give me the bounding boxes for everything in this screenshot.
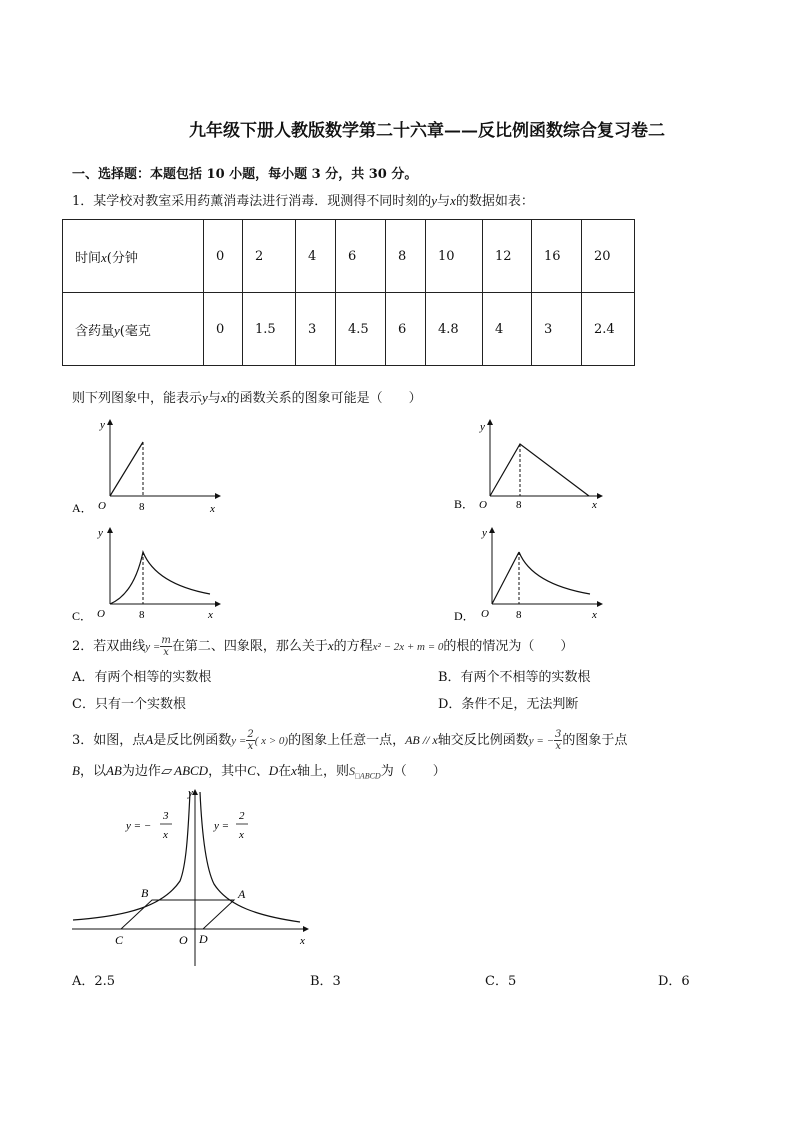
table-cell: 4 [483, 293, 532, 366]
point-b-label: B [141, 886, 149, 900]
q1-ask-var-y: y [202, 390, 208, 405]
graph-line [490, 444, 589, 496]
q3-line2-part2: 为边作 [121, 764, 161, 779]
axis-y-label: y [480, 421, 485, 433]
table-cell: 4.5 [336, 293, 386, 366]
table-cell: 0 [204, 293, 243, 366]
q3-f2-lhs: y = − [528, 735, 554, 747]
origin-label: O [481, 608, 489, 620]
q3-point-a: A [145, 732, 154, 747]
q3-f1-den: x [247, 741, 254, 752]
axis-y-label: y [482, 527, 487, 539]
row2-unit: (毫克 [119, 323, 151, 339]
origin-label: O [479, 499, 487, 511]
q3-stem-part5: 的图象于点 [562, 733, 628, 748]
q1-graph-b [452, 412, 612, 517]
row2-label: 含药量 [75, 323, 115, 339]
table-cell: 8 [386, 220, 426, 293]
q3-stem-line2 [72, 762, 446, 786]
table-cell: 4 [296, 220, 336, 293]
q3-line2-cd: C、D [247, 763, 279, 778]
point-c-label: C [115, 933, 124, 947]
q2-option-b: B．有两个不相等的实数根 [438, 670, 591, 685]
table-row-header [63, 220, 204, 293]
option-label-b: B． [454, 497, 475, 511]
table-row-time [63, 220, 635, 293]
q3-option-c: C．5 [485, 974, 517, 989]
q1-ask-end: 的函数关系的图象可能是（ ） [226, 391, 422, 406]
q2-frac-num: m [161, 635, 171, 646]
origin-label: O [98, 500, 106, 512]
q3-stem-part2: 是反比例函数 [153, 733, 232, 748]
page-title: 九年级下册人教版数学第二十六章——反比例函数综合复习卷二 [189, 121, 665, 141]
origin-label: O [179, 933, 188, 947]
table-cell: 3 [296, 293, 336, 366]
point-a-label: A [238, 887, 246, 901]
q3-stem-part3: 的图象上任意一点， [288, 733, 406, 748]
axis-x-label: x [300, 935, 305, 947]
q2-frac-den: x [163, 647, 169, 658]
q2-stem-end: 的根的情况为（ ） [443, 639, 574, 654]
q1-graph-a [70, 412, 230, 517]
table-cell: 2.4 [582, 293, 635, 366]
option-label-c: C． [72, 609, 93, 623]
q1-ask-var-x: x [220, 390, 227, 405]
curve-right [200, 792, 300, 922]
q3-option-b: B．3 [310, 974, 341, 989]
tick-label: 8 [516, 609, 522, 621]
q3-stem-part: 3．如图，点 [72, 733, 146, 748]
q3-line2-part4: 在 [278, 764, 292, 779]
option-label-d: D． [454, 609, 475, 623]
curve-left-lhs: y = − [126, 820, 152, 832]
q3-f2-den: x [555, 741, 561, 752]
table-cell: 4.8 [426, 293, 483, 366]
table-cell: 16 [532, 220, 582, 293]
row1-label: 时间 [75, 250, 102, 266]
q2-stem [72, 633, 573, 660]
tick-label: 8 [516, 499, 522, 511]
q3-option-a: A．2.5 [72, 974, 116, 989]
q3-line2-abcd: ▱ ABCD [160, 763, 209, 778]
parallelogram [121, 900, 234, 929]
q1-var-x: x [450, 193, 456, 208]
table-cell: 6 [386, 293, 426, 366]
q2-equation: x² − 2x + m = 0 [372, 641, 444, 653]
curve-left [73, 792, 190, 920]
q2-stem-part: 2．若双曲线 [72, 639, 146, 654]
q1-var-y: y [431, 193, 438, 208]
q3-f1-num: 2 [247, 729, 254, 740]
q3-line2-x: x [291, 763, 297, 778]
origin-label: O [97, 608, 105, 620]
option-label-a: A． [72, 501, 93, 515]
section-heading: 一、选择题：本题包括 10 小题，每小题 3 分，共 30 分。 [72, 167, 418, 182]
graph-curve [519, 552, 590, 594]
q2-eq-lhs: y = [145, 641, 161, 653]
q1-ask [72, 389, 422, 408]
q2-option-d: D．条件不足，无法判断 [438, 697, 579, 712]
q2-option-c: C．只有一个实数根 [72, 697, 186, 712]
table-cell: 0 [204, 220, 243, 293]
curve-right-den: x [239, 829, 244, 841]
axis-x-label: x [208, 609, 213, 621]
q3-f1-cond: ( x > 0) [254, 735, 289, 747]
table-cell: 10 [426, 220, 483, 293]
q3-line2-end: 为（ ） [380, 764, 446, 779]
axis-x-label: x [210, 503, 215, 515]
table-cell: 2 [243, 220, 296, 293]
q3-line2-part5: 轴上，则 [296, 764, 349, 779]
q1-stem-part: 1．某学校对教室采用药薰消毒法进行消毒．现测得不同时刻的 [72, 194, 432, 209]
q3-f2-num: 3 [555, 729, 562, 740]
q2-stem-part2: 在第二、四象限，那么关于 [171, 639, 328, 654]
q3-f1-lhs: y = [231, 735, 247, 747]
row2-var: y [114, 322, 120, 338]
q1-and: 与 [437, 194, 451, 209]
q2-var-x: x [327, 638, 334, 653]
q1-ask-and: 与 [207, 391, 221, 406]
tick-label: 8 [139, 609, 145, 621]
q3-line2-s: S [348, 764, 355, 778]
q3-stem-part4: 轴交反比例函数 [437, 733, 529, 748]
graph-line [492, 552, 519, 604]
table-cell: 12 [483, 220, 532, 293]
curve-right-lhs: y = [214, 820, 230, 832]
q1-stem-end: 的数据如表： [455, 194, 534, 209]
curve-right-num: 2 [239, 810, 245, 822]
q3-ab-parallel: AB // x [405, 733, 438, 747]
axis-y-label: y [188, 787, 193, 799]
axis-x-label: x [592, 499, 597, 511]
q3-option-d: D．6 [658, 974, 690, 989]
q3-f1-fraction [246, 729, 254, 752]
table-cell: 1.5 [243, 293, 296, 366]
graph-curve [110, 552, 210, 604]
q3-line2-sub: □ABCD [354, 771, 381, 781]
curve-left-num: 3 [163, 810, 169, 822]
q3-line2-part: ，以 [79, 764, 106, 779]
tick-label: 8 [139, 501, 145, 513]
q3-line2-ab: AB [105, 763, 122, 778]
row1-unit: (分钟 [106, 250, 138, 266]
q1-graph-c [70, 520, 230, 625]
axis-y-label: y [98, 527, 103, 539]
table-row-header [63, 293, 204, 366]
graph-line [110, 442, 143, 496]
row1-var: x [101, 249, 107, 265]
point-d-label: D [199, 932, 208, 946]
q2-option-a: A．有两个相等的实数根 [72, 670, 212, 685]
q1-data-table [62, 219, 635, 366]
q3-line2-part3: ，其中 [208, 764, 248, 779]
q2-stem-part3: 的方程 [333, 639, 373, 654]
axis-x-label: x [592, 609, 597, 621]
table-cell: 6 [336, 220, 386, 293]
q1-graph-d [452, 520, 612, 625]
table-cell: 20 [582, 220, 635, 293]
curve-left-den: x [163, 829, 168, 841]
axis-y-label: y [100, 419, 105, 431]
q1-ask-part: 则下列图象中，能表示 [72, 391, 203, 406]
table-row-amount [63, 293, 635, 366]
q2-fraction [160, 635, 171, 658]
q1-stem [72, 192, 534, 211]
table-cell: 3 [532, 293, 582, 366]
q3-figure [68, 786, 318, 968]
q3-stem-line1 [72, 726, 627, 755]
q3-point-b: B [72, 763, 80, 778]
